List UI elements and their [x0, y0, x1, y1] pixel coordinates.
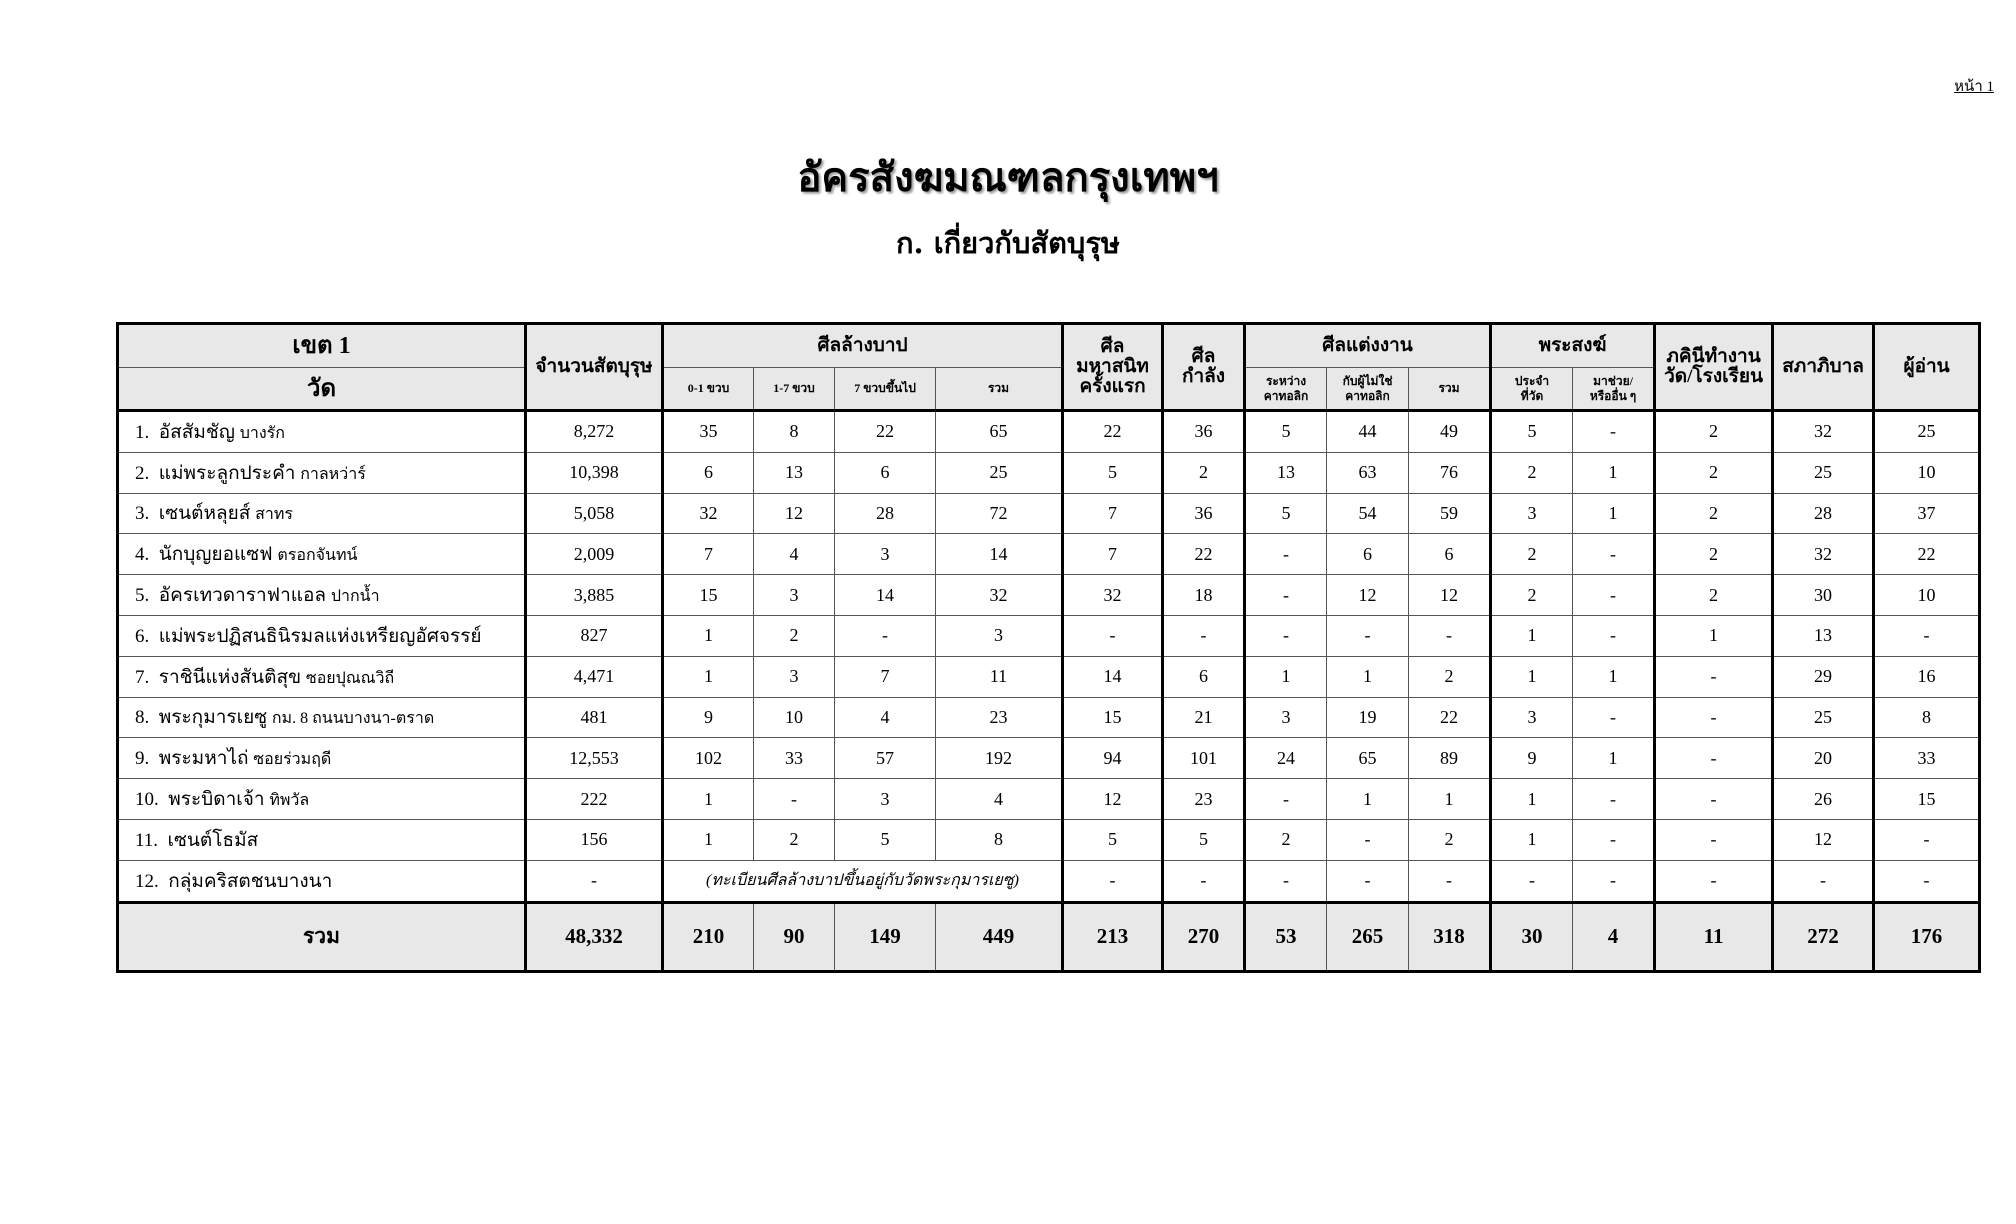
- totals-value-cell: 4: [1573, 902, 1655, 971]
- value-cell: 5: [1245, 493, 1327, 534]
- temple-name: อัครเทวดาราฟาแอล: [158, 585, 327, 607]
- value-cell: 26: [1773, 779, 1874, 820]
- value-cell: 19: [1327, 697, 1409, 738]
- row-number: 11.: [135, 829, 159, 851]
- value-cell: -: [1245, 779, 1327, 820]
- value-cell: 3: [754, 575, 835, 616]
- value-cell: 22: [1063, 411, 1163, 453]
- value-cell: -: [754, 779, 835, 820]
- temple-name-cell: [118, 493, 526, 534]
- value-cell: 6: [1409, 534, 1491, 575]
- temple-name-cell: [118, 738, 526, 779]
- value-cell: 15: [1063, 697, 1163, 738]
- temple-name: อัสสัมชัญ: [158, 421, 235, 443]
- marriage-col-mixed: กับผู้ไม่ใช่ คาทอลิก: [1327, 368, 1409, 411]
- temple-name-cell: [118, 819, 526, 860]
- temple-name: เซนต์โธมัส: [167, 829, 259, 851]
- temple-header: วัด: [118, 368, 526, 411]
- value-cell: 13: [754, 452, 835, 493]
- members-header: จำนวนสัตบุรุษ: [526, 324, 663, 411]
- temple-name: นักบุญยอแซฟ: [158, 544, 273, 566]
- value-cell: 14: [936, 534, 1063, 575]
- value-cell: 5: [1245, 411, 1327, 453]
- value-cell: 20: [1773, 738, 1874, 779]
- value-cell: -: [1327, 819, 1409, 860]
- value-cell: 12: [1063, 779, 1163, 820]
- value-cell: -: [1655, 779, 1773, 820]
- value-cell: 29: [1773, 656, 1874, 697]
- temple-name-cell: [118, 656, 526, 697]
- temple-name: กลุ่มคริสตชนบางนา: [168, 870, 333, 892]
- value-cell: -: [1874, 860, 1980, 902]
- members-cell: 481: [526, 697, 663, 738]
- value-cell: 4: [936, 779, 1063, 820]
- temple-name-cell: [118, 779, 526, 820]
- value-cell: 18: [1163, 575, 1245, 616]
- row-number: 12.: [135, 870, 159, 892]
- value-cell: 37: [1874, 493, 1980, 534]
- value-cell: 12: [1409, 575, 1491, 616]
- value-cell: -: [1063, 615, 1163, 656]
- value-cell: 32: [1773, 534, 1874, 575]
- nuns-header: ภคินีทำงาน วัด/โรงเรียน: [1655, 324, 1773, 411]
- value-cell: 4: [754, 534, 835, 575]
- value-cell: -: [1655, 860, 1773, 902]
- value-cell: 1: [663, 819, 754, 860]
- value-cell: 2: [1409, 656, 1491, 697]
- value-cell: 16: [1874, 656, 1980, 697]
- value-cell: 7: [1063, 534, 1163, 575]
- value-cell: 33: [1874, 738, 1980, 779]
- temple-name-cell: [118, 575, 526, 616]
- value-cell: 25: [936, 452, 1063, 493]
- members-cell: 4,471: [526, 656, 663, 697]
- value-cell: 6: [1163, 656, 1245, 697]
- value-cell: 57: [835, 738, 936, 779]
- value-cell: 35: [663, 411, 754, 453]
- value-cell: 44: [1327, 411, 1409, 453]
- temple-name-cell: [118, 534, 526, 575]
- members-cell: 3,885: [526, 575, 663, 616]
- value-cell: 10: [1874, 575, 1980, 616]
- members-cell: -: [526, 860, 663, 902]
- value-cell: 9: [663, 697, 754, 738]
- value-cell: 3: [754, 656, 835, 697]
- members-cell: 2,009: [526, 534, 663, 575]
- value-cell: -: [1573, 860, 1655, 902]
- value-cell: -: [1874, 819, 1980, 860]
- baptism-note-cell: (ทะเบียนศีลล้างบาปขึ้นอยู่กับวัดพระกุมารเยซู): [663, 860, 1063, 902]
- zone-header: เขต 1: [118, 324, 526, 368]
- table-header: [118, 324, 1980, 411]
- value-cell: 1: [1491, 779, 1573, 820]
- members-cell: 827: [526, 615, 663, 656]
- totals-value-cell: 149: [835, 902, 936, 971]
- marriage-header: ศีลแต่งงาน: [1245, 324, 1491, 368]
- value-cell: 9: [1491, 738, 1573, 779]
- value-cell: -: [1874, 615, 1980, 656]
- totals-value-cell: 272: [1773, 902, 1874, 971]
- value-cell: -: [1327, 860, 1409, 902]
- value-cell: 65: [936, 411, 1063, 453]
- value-cell: 23: [936, 697, 1063, 738]
- temple-name-cell: [118, 697, 526, 738]
- value-cell: 14: [835, 575, 936, 616]
- row-number: 9.: [135, 748, 150, 770]
- value-cell: 1: [1409, 779, 1491, 820]
- value-cell: 3: [1245, 697, 1327, 738]
- value-cell: 3: [1491, 493, 1573, 534]
- temple-name-cell: [118, 860, 526, 902]
- temple-location: กม. 8 ถนนบางนา-ตราด: [271, 710, 435, 728]
- totals-members: 48,332: [526, 902, 663, 971]
- value-cell: 2: [1491, 534, 1573, 575]
- value-cell: -: [1409, 860, 1491, 902]
- value-cell: -: [1655, 819, 1773, 860]
- value-cell: 33: [754, 738, 835, 779]
- confirmation-header: ศีล กำลัง: [1163, 324, 1245, 411]
- totals-value-cell: 213: [1063, 902, 1163, 971]
- table-row: [118, 779, 1980, 820]
- value-cell: 7: [1063, 493, 1163, 534]
- value-cell: -: [1773, 860, 1874, 902]
- value-cell: 2: [1163, 452, 1245, 493]
- value-cell: -: [1245, 860, 1327, 902]
- value-cell: 12: [1773, 819, 1874, 860]
- value-cell: 23: [1163, 779, 1245, 820]
- value-cell: 7: [663, 534, 754, 575]
- value-cell: 6: [835, 452, 936, 493]
- table-row: [118, 819, 1980, 860]
- value-cell: -: [1163, 615, 1245, 656]
- council-header: สภาภิบาล: [1773, 324, 1874, 411]
- readers-header: ผู้อ่าน: [1874, 324, 1980, 411]
- members-cell: 5,058: [526, 493, 663, 534]
- value-cell: 36: [1163, 493, 1245, 534]
- value-cell: -: [1245, 575, 1327, 616]
- value-cell: -: [1573, 697, 1655, 738]
- table-row: [118, 738, 1980, 779]
- value-cell: 2: [754, 615, 835, 656]
- value-cell: -: [1573, 534, 1655, 575]
- value-cell: 1: [1491, 819, 1573, 860]
- value-cell: 102: [663, 738, 754, 779]
- value-cell: -: [1063, 860, 1163, 902]
- totals-row: [118, 902, 1980, 971]
- row-number: 8.: [135, 707, 150, 729]
- value-cell: 1: [1491, 615, 1573, 656]
- value-cell: 49: [1409, 411, 1491, 453]
- totals-label: รวม: [118, 902, 526, 971]
- value-cell: 2: [1655, 493, 1773, 534]
- value-cell: 4: [835, 697, 936, 738]
- value-cell: 5: [1063, 819, 1163, 860]
- value-cell: 14: [1063, 656, 1163, 697]
- temple-name-cell: [118, 411, 526, 453]
- baptism-col-7plus: 7 ขวบขึ้นไป: [835, 368, 936, 411]
- value-cell: 2: [1491, 575, 1573, 616]
- value-cell: 54: [1327, 493, 1409, 534]
- totals-value-cell: 265: [1327, 902, 1409, 971]
- row-number: 2.: [135, 462, 150, 484]
- value-cell: 192: [936, 738, 1063, 779]
- temple-name: แม่พระปฏิสนธินิรมลแห่งเหรียญอัศจรรย์: [158, 625, 482, 647]
- baptism-col-total: รวม: [936, 368, 1063, 411]
- value-cell: 10: [1874, 452, 1980, 493]
- table-row: [118, 697, 1980, 738]
- temple-name: ราชินีแห่งสันติสุข: [158, 666, 302, 688]
- temple-name: พระบิดาเจ้า: [168, 789, 265, 811]
- totals-value-cell: 318: [1409, 902, 1491, 971]
- value-cell: -: [1573, 779, 1655, 820]
- totals-value-cell: 449: [936, 902, 1063, 971]
- value-cell: -: [1409, 615, 1491, 656]
- members-cell: 10,398: [526, 452, 663, 493]
- value-cell: 32: [663, 493, 754, 534]
- row-number: 1.: [135, 421, 150, 443]
- temple-location: ปากน้ำ: [330, 588, 380, 606]
- table-row: [118, 656, 1980, 697]
- value-cell: 89: [1409, 738, 1491, 779]
- statistics-table: [116, 322, 1981, 973]
- value-cell: -: [1245, 534, 1327, 575]
- value-cell: -: [835, 615, 936, 656]
- temple-location: กาลหว่าร์: [300, 465, 366, 483]
- value-cell: 2: [1655, 452, 1773, 493]
- value-cell: 1: [1327, 656, 1409, 697]
- value-cell: 8: [754, 411, 835, 453]
- totals-value-cell: 270: [1163, 902, 1245, 971]
- value-cell: 59: [1409, 493, 1491, 534]
- value-cell: 25: [1773, 452, 1874, 493]
- value-cell: 1: [1573, 656, 1655, 697]
- members-cell: 8,272: [526, 411, 663, 453]
- value-cell: 2: [1655, 411, 1773, 453]
- value-cell: 2: [1491, 452, 1573, 493]
- table-row: [118, 575, 1980, 616]
- value-cell: 30: [1773, 575, 1874, 616]
- value-cell: 21: [1163, 697, 1245, 738]
- value-cell: -: [1655, 738, 1773, 779]
- value-cell: 22: [1874, 534, 1980, 575]
- value-cell: 1: [1573, 738, 1655, 779]
- row-number: 10.: [135, 789, 159, 811]
- marriage-col-catholic: ระหว่าง คาทอลิก: [1245, 368, 1327, 411]
- value-cell: 2: [1245, 819, 1327, 860]
- temple-name-cell: [118, 615, 526, 656]
- temple-name: แม่พระลูกประคำ: [158, 462, 296, 484]
- value-cell: 6: [663, 452, 754, 493]
- priests-header: พระสงฆ์: [1491, 324, 1655, 368]
- first-communion-header: ศีล มหาสนิท ครั้งแรก: [1063, 324, 1163, 411]
- value-cell: 12: [754, 493, 835, 534]
- value-cell: 36: [1163, 411, 1245, 453]
- table-row: [118, 493, 1980, 534]
- baptism-col-0-1: 0-1 ขวบ: [663, 368, 754, 411]
- baptism-header: ศีลล้างบาป: [663, 324, 1063, 368]
- value-cell: 1: [663, 656, 754, 697]
- value-cell: 1: [1655, 615, 1773, 656]
- table-row: [118, 534, 1980, 575]
- totals-value-cell: 210: [663, 902, 754, 971]
- value-cell: 2: [1655, 534, 1773, 575]
- baptism-col-1-7: 1-7 ขวบ: [754, 368, 835, 411]
- value-cell: -: [1245, 615, 1327, 656]
- temple-location: ซอยปุณณวิถี: [305, 669, 395, 687]
- value-cell: -: [1573, 575, 1655, 616]
- value-cell: -: [1327, 615, 1409, 656]
- members-cell: 222: [526, 779, 663, 820]
- value-cell: 76: [1409, 452, 1491, 493]
- value-cell: 1: [1573, 493, 1655, 534]
- temple-location: ตรอกจันทน์: [277, 547, 358, 565]
- value-cell: 22: [1163, 534, 1245, 575]
- temple-location: ซอยร่วมฤดี: [253, 751, 332, 769]
- totals-value-cell: 30: [1491, 902, 1573, 971]
- value-cell: 2: [754, 819, 835, 860]
- document-title: อัครสังฆมณฑลกรุงเทพฯ: [797, 154, 1219, 201]
- members-cell: 12,553: [526, 738, 663, 779]
- value-cell: 3: [835, 534, 936, 575]
- members-cell: 156: [526, 819, 663, 860]
- value-cell: 15: [1874, 779, 1980, 820]
- value-cell: 5: [1491, 411, 1573, 453]
- value-cell: 3: [835, 779, 936, 820]
- value-cell: 28: [1773, 493, 1874, 534]
- value-cell: 1: [663, 779, 754, 820]
- table-footer: [118, 902, 1980, 971]
- value-cell: 22: [835, 411, 936, 453]
- temple-location: บางรัก: [239, 424, 285, 442]
- value-cell: 8: [936, 819, 1063, 860]
- page-number: หน้า 1: [1954, 79, 1994, 95]
- value-cell: 10: [754, 697, 835, 738]
- value-cell: 63: [1327, 452, 1409, 493]
- value-cell: 13: [1245, 452, 1327, 493]
- value-cell: 22: [1409, 697, 1491, 738]
- temple-location: สาทร: [255, 506, 294, 524]
- row-number: 3.: [135, 503, 150, 525]
- value-cell: 1: [1491, 656, 1573, 697]
- priests-col-visiting: มาช่วย/ หรืออื่น ๆ: [1573, 368, 1655, 411]
- value-cell: 2: [1409, 819, 1491, 860]
- table-row: [118, 452, 1980, 493]
- totals-value-cell: 90: [754, 902, 835, 971]
- value-cell: 15: [663, 575, 754, 616]
- value-cell: -: [1655, 656, 1773, 697]
- value-cell: 5: [1063, 452, 1163, 493]
- row-number: 6.: [135, 625, 150, 647]
- row-number: 4.: [135, 544, 150, 566]
- value-cell: 1: [663, 615, 754, 656]
- value-cell: 1: [1245, 656, 1327, 697]
- temple-name: เซนต์หลุยส์: [158, 503, 251, 525]
- table-body: [118, 411, 1980, 903]
- value-cell: 65: [1327, 738, 1409, 779]
- value-cell: 5: [1163, 819, 1245, 860]
- value-cell: 12: [1327, 575, 1409, 616]
- table-row: [118, 411, 1980, 453]
- table-row: [118, 615, 1980, 656]
- document-subtitle: ก. เกี่ยวกับสัตบุรุษ: [895, 226, 1121, 260]
- value-cell: 6: [1327, 534, 1409, 575]
- value-cell: 32: [1773, 411, 1874, 453]
- totals-value-cell: 11: [1655, 902, 1773, 971]
- temple-location: ทิพวัล: [269, 792, 310, 810]
- value-cell: 8: [1874, 697, 1980, 738]
- totals-value-cell: 176: [1874, 902, 1980, 971]
- value-cell: 101: [1163, 738, 1245, 779]
- row-number: 5.: [135, 585, 150, 607]
- value-cell: 5: [835, 819, 936, 860]
- value-cell: 72: [936, 493, 1063, 534]
- value-cell: 7: [835, 656, 936, 697]
- value-cell: 94: [1063, 738, 1163, 779]
- value-cell: 2: [1655, 575, 1773, 616]
- value-cell: 32: [1063, 575, 1163, 616]
- value-cell: 32: [936, 575, 1063, 616]
- value-cell: -: [1655, 697, 1773, 738]
- totals-value-cell: 53: [1245, 902, 1327, 971]
- row-number: 7.: [135, 666, 150, 688]
- temple-name-cell: [118, 452, 526, 493]
- marriage-col-total: รวม: [1409, 368, 1491, 411]
- value-cell: 1: [1573, 452, 1655, 493]
- temple-name: พระกุมารเยซู: [158, 707, 268, 729]
- value-cell: 25: [1773, 697, 1874, 738]
- value-cell: 24: [1245, 738, 1327, 779]
- value-cell: 25: [1874, 411, 1980, 453]
- value-cell: 28: [835, 493, 936, 534]
- value-cell: -: [1573, 411, 1655, 453]
- value-cell: 13: [1773, 615, 1874, 656]
- priests-col-resident: ประจำ ที่วัด: [1491, 368, 1573, 411]
- value-cell: 3: [1491, 697, 1573, 738]
- value-cell: -: [1573, 615, 1655, 656]
- value-cell: 1: [1327, 779, 1409, 820]
- value-cell: -: [1163, 860, 1245, 902]
- temple-name: พระมหาไถ่: [158, 748, 249, 770]
- value-cell: -: [1573, 819, 1655, 860]
- table-row: [118, 860, 1980, 902]
- value-cell: -: [1491, 860, 1573, 902]
- value-cell: 3: [936, 615, 1063, 656]
- value-cell: 11: [936, 656, 1063, 697]
